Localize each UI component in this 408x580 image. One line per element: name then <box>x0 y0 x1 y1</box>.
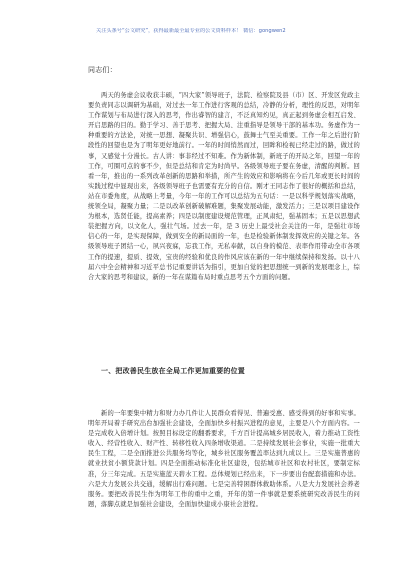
section-heading: 一、把改善民生放在全局工作更加重要的位置 <box>101 367 245 375</box>
body-paragraph-1: 两天的务虚会议收获丰硕，“四大家”领导班子，法院、检察院及县（市）区、开发区党政主要负责同志以调研为基础，对过去一年工作进行客观的总结，冷静的分析，理性的反思，对明年工作谋划与布局进行深入的思考，作出睿智的建言，不泛真知灼见，真正起到务虚会相互启发、开启思路的目的。勤于学习、善于思考、把握大局、注重指导是领导干部的基本功。务虚作为一种重要的方法论，对统一思想、凝聚共识、增强信心，鼓舞士气至关重要。工作一年之后进行阶段性的回望也是为了明年更好地前行。一年的时间悄然而过，回眸和检视已经走过的路，做过的事，又感觉十分漫长。古人讲：事非经过不知难。作为新体制，新班子的开局之年，回望一年的工作，可圈可点的事不少，但是总结和肯定为时尚早。各级领导班子要在务虚，清醒的判断。回看一年，推出的一系列改革创新的思路和举措，所产生的效应和影响将在今后几年或更长时间的实践过程中显现出来，各级领导班子也需要有充分的自信。刚才王同志作了很好的概括和总结，站在市委角度，从战略上考量，今年一年的工作可以总结为五句话：一是以科学规划落实战略，统领全局，凝聚力量；二是以改革创新破解难题，集聚发展动能，激发活力；三是以项目建设作为根本，选贤任能，提高素养；四是以制度建设规范管理，正风肃纪，强基固本；五是以思想武装把握方向，以文化人，强壮气场。过去一年，是 3 历史上最受社会关注的一年，是强壮市场信心的一年，是实现保障，做到安全的新局面的一年，也是检验新体制发挥效应的关键之年。各级领导班子团结一心，夙兴夜寐，忘我工作，无私奉献，以自身的模范、表率作用带动全市各项工作的提速，提质、提效，宝贵的经验和优良的作风应该在新的一年中继续保持和发扬。以十八届六中全会精神和习近平总书记重要讲话为指引，更加自觉的把思想统一到新的发展理念上，综合大家的思考和建议，新的一年在谋篇布局时重点思考五个方面的问题。 <box>88 92 360 281</box>
header-banner: 关注头条号“公文研究”，获得最新最全最专业的公文资料样本！ 微信：gongwen2 <box>96 28 286 34</box>
salutation: 同志们： <box>88 66 117 74</box>
body-paragraph-2: 新的一年要集中精力和财力办几件让人民群众看得见、普遍受惠、感受得到的好事和实事。明年开局着手研究出台加强社会建设，全面加快乡村振兴进程的意见，主要是八个方面内容。一是完成收入倍增计划。按照目标设定的翻番要求，千方百计提高城乡居民收入，着力推动工资性收入、经营性收入、财产性、转移性收入四条增收渠道。二是持续发展社会事业，实施一批重大民生工程，二是全面推进公共服务均等化，城乡社区服务覆盖率达到九成以上。三是实施普惠的就业扶贫小额贷款计划。四是全面推动标准化社区建设，包括城市社区和农村社区，要制定标准，分三年完成。五是实施蓝天碧水工程。总体规划已经出来，下一步要出台配套措施和办法。六是大力发展公共交通，缓解出行难问题。七是完善特困群体救助体系。八是大力发展社会养老服务。要把改善民生作为明年工作的重中之重，开年的第一件事就是要系统研究改善民生的问题，落脚点就是加强社会建设，全面加快建成小康社会进程。 <box>88 410 360 508</box>
